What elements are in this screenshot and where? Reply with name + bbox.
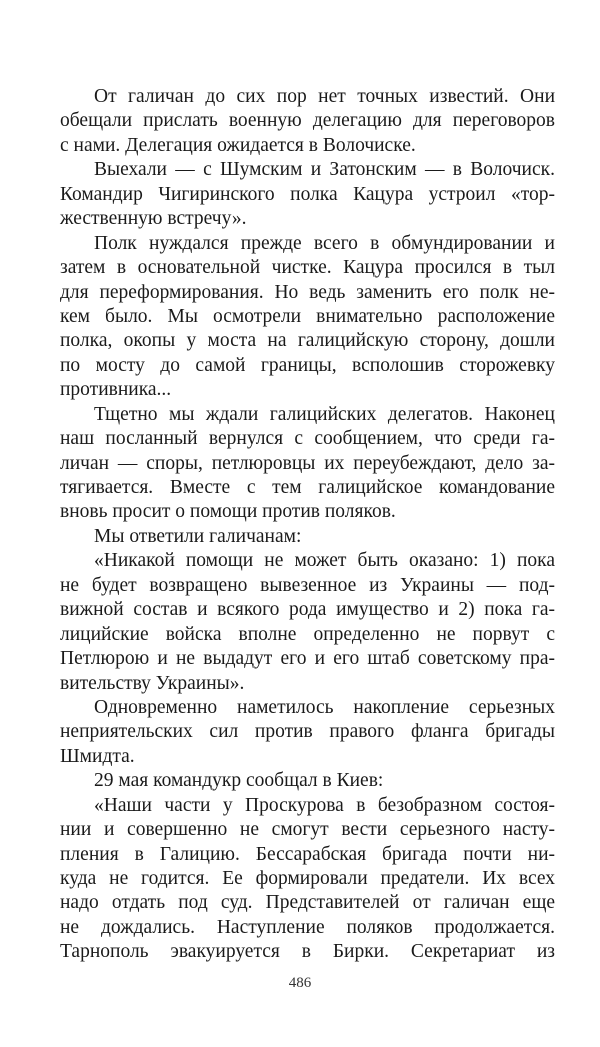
text-line: личан — споры, петлюровцы их переубеждают, дело за- (60, 452, 555, 474)
text-line: обещали прислать военную делегацию для переговоров (60, 110, 555, 132)
paragraph (60, 403, 555, 525)
text-line: неприятельских сил против правого фланга бригады (60, 721, 555, 743)
paragraph (60, 525, 555, 549)
text-line: Тарнополь эвакуируется в Бирки. Секретариат из (60, 941, 555, 963)
paragraph (60, 769, 555, 793)
paragraph (60, 158, 555, 231)
paragraph (60, 549, 555, 696)
text-line: пления в Галицию. Бессарабская бригада почти ни- (60, 843, 555, 865)
paragraph (60, 85, 555, 158)
paragraph (60, 794, 555, 965)
text-line: противника... (60, 379, 172, 401)
text-line: Петлюрою и не выдадут его и его штаб советскому пра- (60, 648, 555, 670)
text-line: наш посланный вернулся с сообщением, что среди га- (60, 428, 555, 450)
page-number: 486 (288, 975, 312, 991)
text-line: тягивается. Вместе с тем галицийское командование (60, 477, 555, 498)
text-line: Тщетно мы ждали галицийских делегатов. Наконец (94, 403, 555, 425)
text-line: жественную встречу». (60, 208, 247, 230)
text-line: вижной состав и всякого рода имущество и 2) пока га- (60, 599, 555, 621)
text-line: затем в основательной чистке. Кацура просился в тыл (60, 257, 555, 279)
text-line: лицийские войска вполне определенно не порвут с (60, 623, 555, 645)
text-line: не дождались. Наступление поляков продолжается. (60, 916, 555, 938)
text-line: «Наши части у Проскурова в безобразном состоя- (94, 794, 555, 816)
text-line: надо отдать под суд. Представителей от галичан еще (60, 892, 555, 914)
text-line: для переформирования. Но ведь заменить его полк не- (60, 281, 555, 303)
text-line: Мы ответили галичанам: (94, 525, 302, 547)
text-line: с нами. Делегация ожидается в Волочиске. (60, 134, 416, 156)
text-line: вновь просит о помощи против поляков. (60, 501, 396, 523)
page-body-text (60, 85, 555, 965)
text-line: Полк нуждался прежде всего в обмундировании и (94, 232, 555, 254)
text-line: «Никакой помощи не может быть оказано: 1) пока (94, 550, 555, 572)
text-line: вительству Украины». (60, 672, 245, 694)
text-line: От галичан до сих пор нет точных известий. Они (94, 86, 555, 107)
text-line: кем было. Мы осмотрели внимательно расположение (60, 305, 555, 327)
paragraph (60, 232, 555, 403)
text-line: Одновременно наметилось накопление серьезных (94, 696, 555, 718)
text-line: Командир Чигиринского полка Кацура устроил «тор- (60, 183, 555, 205)
text-line: 29 мая командукр сообщал в Киев: (94, 770, 384, 792)
text-line: нии и совершенно не смогут вести серьезного насту- (60, 819, 555, 841)
text-line: по мосту до самой границы, всполошив сторожевку (60, 354, 555, 376)
text-line: Шмидта. (60, 745, 135, 767)
paragraph (60, 696, 555, 769)
text-line: не будет возвращено вывезенное из Украины — под- (60, 574, 555, 596)
text-line: куда не годится. Ее формировали предатели. Их всех (60, 868, 555, 889)
text-line: полка, окопы у моста на галицийскую сторону, дошли (60, 330, 555, 352)
text-line: Выехали — с Шумским и Затонским — в Волочиск. (94, 159, 555, 181)
